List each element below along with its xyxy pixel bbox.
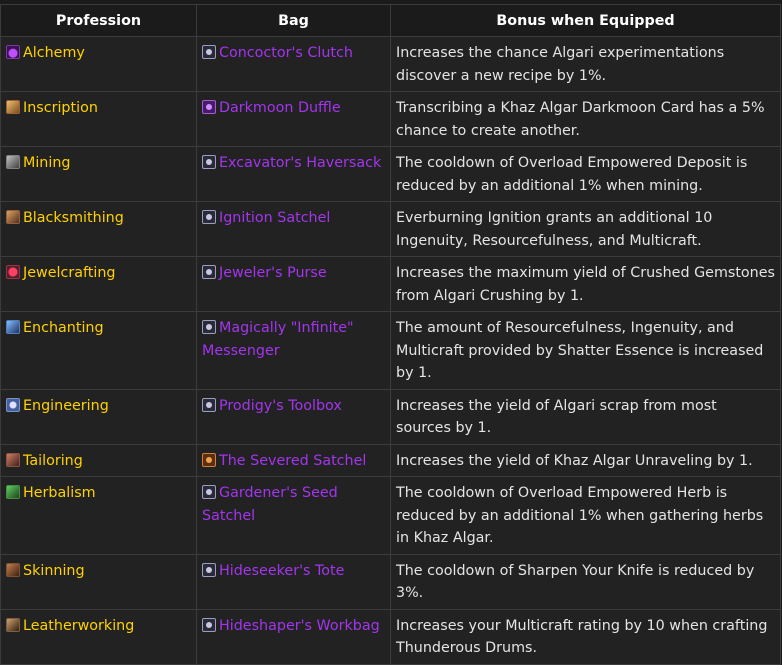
bag-icon — [202, 320, 216, 334]
bag-link[interactable]: Prodigy's Toolbox — [219, 397, 342, 414]
bag-cell — [197, 92, 391, 147]
profession-cell — [1, 147, 197, 202]
profession-link-jewelcrafting[interactable]: Jewelcrafting — [23, 265, 116, 281]
tailoring-icon — [6, 453, 20, 467]
table-row — [1, 554, 781, 609]
bonus-cell: Increases the maximum yield of Crushed Gemstones from Algari Crushing by 1. — [391, 257, 781, 312]
header-bonus: Bonus when Equipped — [391, 5, 781, 37]
bag-link[interactable]: Ignition Satchel — [219, 210, 331, 226]
table-row — [1, 477, 781, 555]
bag-cell — [197, 37, 391, 92]
table-row — [1, 444, 781, 477]
alchemy-icon — [6, 45, 20, 59]
bag-link[interactable]: Gardener's Seed Satchel — [202, 485, 338, 524]
profession-cell — [1, 312, 197, 390]
engineering-icon — [6, 398, 20, 412]
bonus-cell: Increases the yield of Khaz Algar Unraveling by 1. — [391, 444, 781, 477]
bag-link[interactable]: Magically "Infinite" Messenger — [202, 320, 354, 359]
profession-link-blacksmithing[interactable]: Blacksmithing — [23, 210, 124, 226]
bag-cell — [197, 609, 391, 664]
bag-link[interactable]: Darkmoon Duffle — [219, 100, 341, 116]
bonus-cell: Everburning Ignition grants an additional 10 Ingenuity, Resourcefulness, and Multicraft. — [391, 202, 781, 257]
bag-link[interactable]: Jeweler's Purse — [219, 265, 327, 281]
bag-cell — [197, 477, 391, 555]
inscription-icon — [6, 100, 20, 114]
leatherworking-icon — [6, 618, 20, 632]
profession-cell — [1, 389, 197, 444]
bag-icon — [202, 210, 216, 224]
profession-link-herbalism[interactable]: Herbalism — [23, 485, 96, 501]
bag-icon — [202, 45, 216, 59]
bag-icon — [202, 618, 216, 632]
table-row — [1, 37, 781, 92]
bag-cell — [197, 147, 391, 202]
bag-cell — [197, 444, 391, 477]
bag-icon — [202, 563, 216, 577]
profession-cell — [1, 92, 197, 147]
bag-link[interactable]: Hideshaper's Workbag — [219, 617, 380, 634]
profession-link-enchanting[interactable]: Enchanting — [23, 320, 104, 336]
bag-link[interactable]: Concoctor's Clutch — [219, 45, 353, 61]
profession-cell — [1, 444, 197, 477]
profession-cell — [1, 37, 197, 92]
bonus-cell: Increases your Multicraft rating by 10 when crafting Thunderous Drums. — [391, 609, 781, 664]
profession-cell — [1, 554, 197, 609]
bonus-cell: Increases the chance Algari experimentations discover a new recipe by 1%. — [391, 37, 781, 92]
profession-cell — [1, 609, 197, 664]
bonus-cell: The cooldown of Overload Empowered Herb is reduced by an additional 1% when gathering herbs in Khaz Algar. — [391, 477, 781, 555]
profession-bag-table — [0, 4, 781, 665]
skinning-icon — [6, 563, 20, 577]
bag-icon — [202, 485, 216, 499]
table-row — [1, 389, 781, 444]
table-row — [1, 202, 781, 257]
profession-link-inscription[interactable]: Inscription — [23, 100, 98, 116]
bag-link[interactable]: Hideseeker's Tote — [219, 562, 345, 579]
bag-cell — [197, 257, 391, 312]
profession-link-mining[interactable]: Mining — [23, 155, 71, 171]
profession-link-skinning[interactable]: Skinning — [23, 562, 85, 579]
profession-link-engineering[interactable]: Engineering — [23, 397, 109, 414]
table-row — [1, 609, 781, 664]
profession-cell — [1, 477, 197, 555]
bag-cell — [197, 554, 391, 609]
bag-link[interactable]: The Severed Satchel — [219, 452, 367, 469]
bag-cell — [197, 202, 391, 257]
profession-cell — [1, 257, 197, 312]
herbalism-icon — [6, 485, 20, 499]
enchanting-icon — [6, 320, 20, 334]
bonus-cell: The cooldown of Overload Empowered Deposit is reduced by an additional 1% when mining. — [391, 147, 781, 202]
header-bag: Bag — [197, 5, 391, 37]
bag-icon — [202, 100, 216, 114]
blacksmithing-icon — [6, 210, 20, 224]
bonus-cell: The cooldown of Sharpen Your Knife is reduced by 3%. — [391, 554, 781, 609]
bonus-cell: Transcribing a Khaz Algar Darkmoon Card has a 5% chance to create another. — [391, 92, 781, 147]
profession-cell — [1, 202, 197, 257]
profession-link-tailoring[interactable]: Tailoring — [23, 452, 83, 469]
table-row — [1, 312, 781, 390]
bag-link[interactable]: Excavator's Haversack — [219, 155, 382, 171]
bag-cell — [197, 312, 391, 390]
bag-icon — [202, 265, 216, 279]
jewelcrafting-icon — [6, 265, 20, 279]
bag-cell — [197, 389, 391, 444]
profession-link-leatherworking[interactable]: Leatherworking — [23, 617, 135, 634]
profession-link-alchemy[interactable]: Alchemy — [23, 45, 85, 61]
table-row — [1, 92, 781, 147]
table-row — [1, 257, 781, 312]
header-profession: Profession — [1, 5, 197, 37]
bonus-cell: The amount of Resourcefulness, Ingenuity, and Multicraft provided by Shatter Essence is increased by 1. — [391, 312, 781, 390]
table-row — [1, 147, 781, 202]
bag-icon — [202, 453, 216, 467]
bonus-cell: Increases the yield of Algari scrap from most sources by 1. — [391, 389, 781, 444]
bag-icon — [202, 398, 216, 412]
bag-icon — [202, 155, 216, 169]
mining-icon — [6, 155, 20, 169]
table-header-row — [1, 5, 781, 37]
